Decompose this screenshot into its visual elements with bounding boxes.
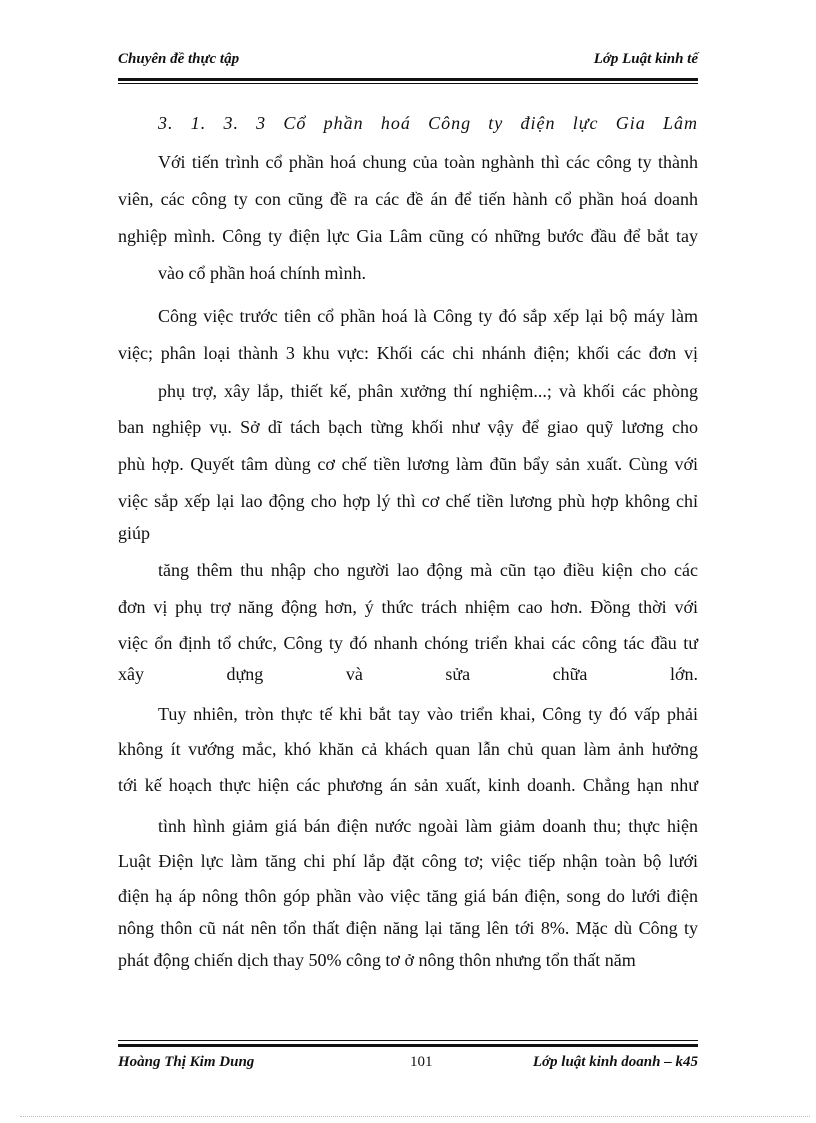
text-line: phát động chiến dịch thay 50% công tơ ở nông thôn nhưng tổn thất năm [118, 950, 636, 970]
text-line: Tuy nhiên, tròn thực tế khi bắt tay vào triển khai, Công ty đó vấp phải [158, 704, 698, 724]
text-line: việc ổn định tổ chức, Công ty đó nhanh chóng triển khai các công tác đầu tư [118, 633, 698, 653]
page-header [118, 48, 698, 76]
text-line: tới kế hoạch thực hiện các phương án sản xuất, kinh doanh. Chẳng hạn như [118, 775, 698, 795]
text-line: viên, các công ty con cũng đề ra các đề án để tiến hành cổ phần hoá doanh [118, 189, 698, 209]
text-line: Luật Điện lực làm tăng chi phí lắp đặt công tơ; việc tiếp nhận toàn bộ lưới [118, 851, 698, 871]
text-line: việc sắp xếp lại lao động cho hợp lý thì cơ chế tiền lương phù hợp không chỉ [118, 491, 698, 511]
header-right-title: Lớp Luật kinh tế [593, 51, 698, 67]
footer-class-name: Lớp luật kinh doanh – k45 [532, 1054, 698, 1070]
text-line: xây dựng và sửa chữa lớn. [118, 664, 698, 684]
text-line: việc; phân loại thành 3 khu vực: Khối các chi nhánh điện; khối các đơn vị [118, 343, 698, 363]
text-line: không ít vướng mắc, khó khăn cả khách quan lẫn chủ quan làm ảnh hưởng [118, 739, 698, 759]
text-line: điện hạ áp nông thôn góp phần vào việc tăng giá bán điện, song do lưới điện [118, 886, 698, 906]
text-line: phù hợp. Quyết tâm dùng cơ chế tiền lương làm đũn bẩy sản xuất. Cùng với [118, 454, 698, 474]
text-line: tình hình giảm giá bán điện nước ngoài làm giảm doanh thu; thực hiện [158, 816, 698, 836]
footer-rule-thick [118, 1044, 698, 1047]
text-line: Công việc trước tiên cổ phần hoá là Công ty đó sắp xếp lại bộ máy làm [158, 306, 698, 326]
footer-rule-thin [118, 1040, 698, 1041]
text-line: vào cổ phần hoá chính mình. [158, 263, 366, 283]
header-left-title: Chuyên đề thực tập [118, 51, 240, 67]
header-rule-thin [118, 83, 698, 84]
text-line: nông thôn cũ nát nên tổn thất điện năng lại tăng lên tới 8%. Mặc dù Công ty [118, 918, 698, 938]
text-line: đơn vị phụ trợ năng động hơn, ý thức trách nhiệm cao hơn. Đồng thời với [118, 597, 698, 617]
section-heading: 3. 1. 3. 3 Cổ phần hoá Công ty điện lực Gia Lâm [158, 113, 698, 133]
page-number: 101 [410, 1054, 433, 1070]
text-line: giúp [118, 523, 151, 543]
text-line: nghiệp mình. Công ty điện lực Gia Lâm cũng có những bước đầu để bắt tay [118, 226, 698, 246]
text-line: phụ trợ, xây lắp, thiết kế, phân xưởng thí nghiệm...; và khối các phòng [158, 381, 698, 401]
footer-author: Hoàng Thị Kim Dung [118, 1054, 255, 1070]
page-footer [118, 1054, 698, 1078]
page-edge-divider [20, 1116, 810, 1117]
text-line: Với tiến trình cổ phần hoá chung của toàn nghành thì các công ty thành [158, 152, 698, 172]
text-line: tăng thêm thu nhập cho người lao động mà cũn tạo điều kiện cho các [158, 560, 698, 580]
header-rule-thick [118, 78, 698, 81]
text-line: ban nghiệp vụ. Sở dĩ tách bạch từng khối như vậy để giao quỹ lương cho [118, 417, 698, 437]
